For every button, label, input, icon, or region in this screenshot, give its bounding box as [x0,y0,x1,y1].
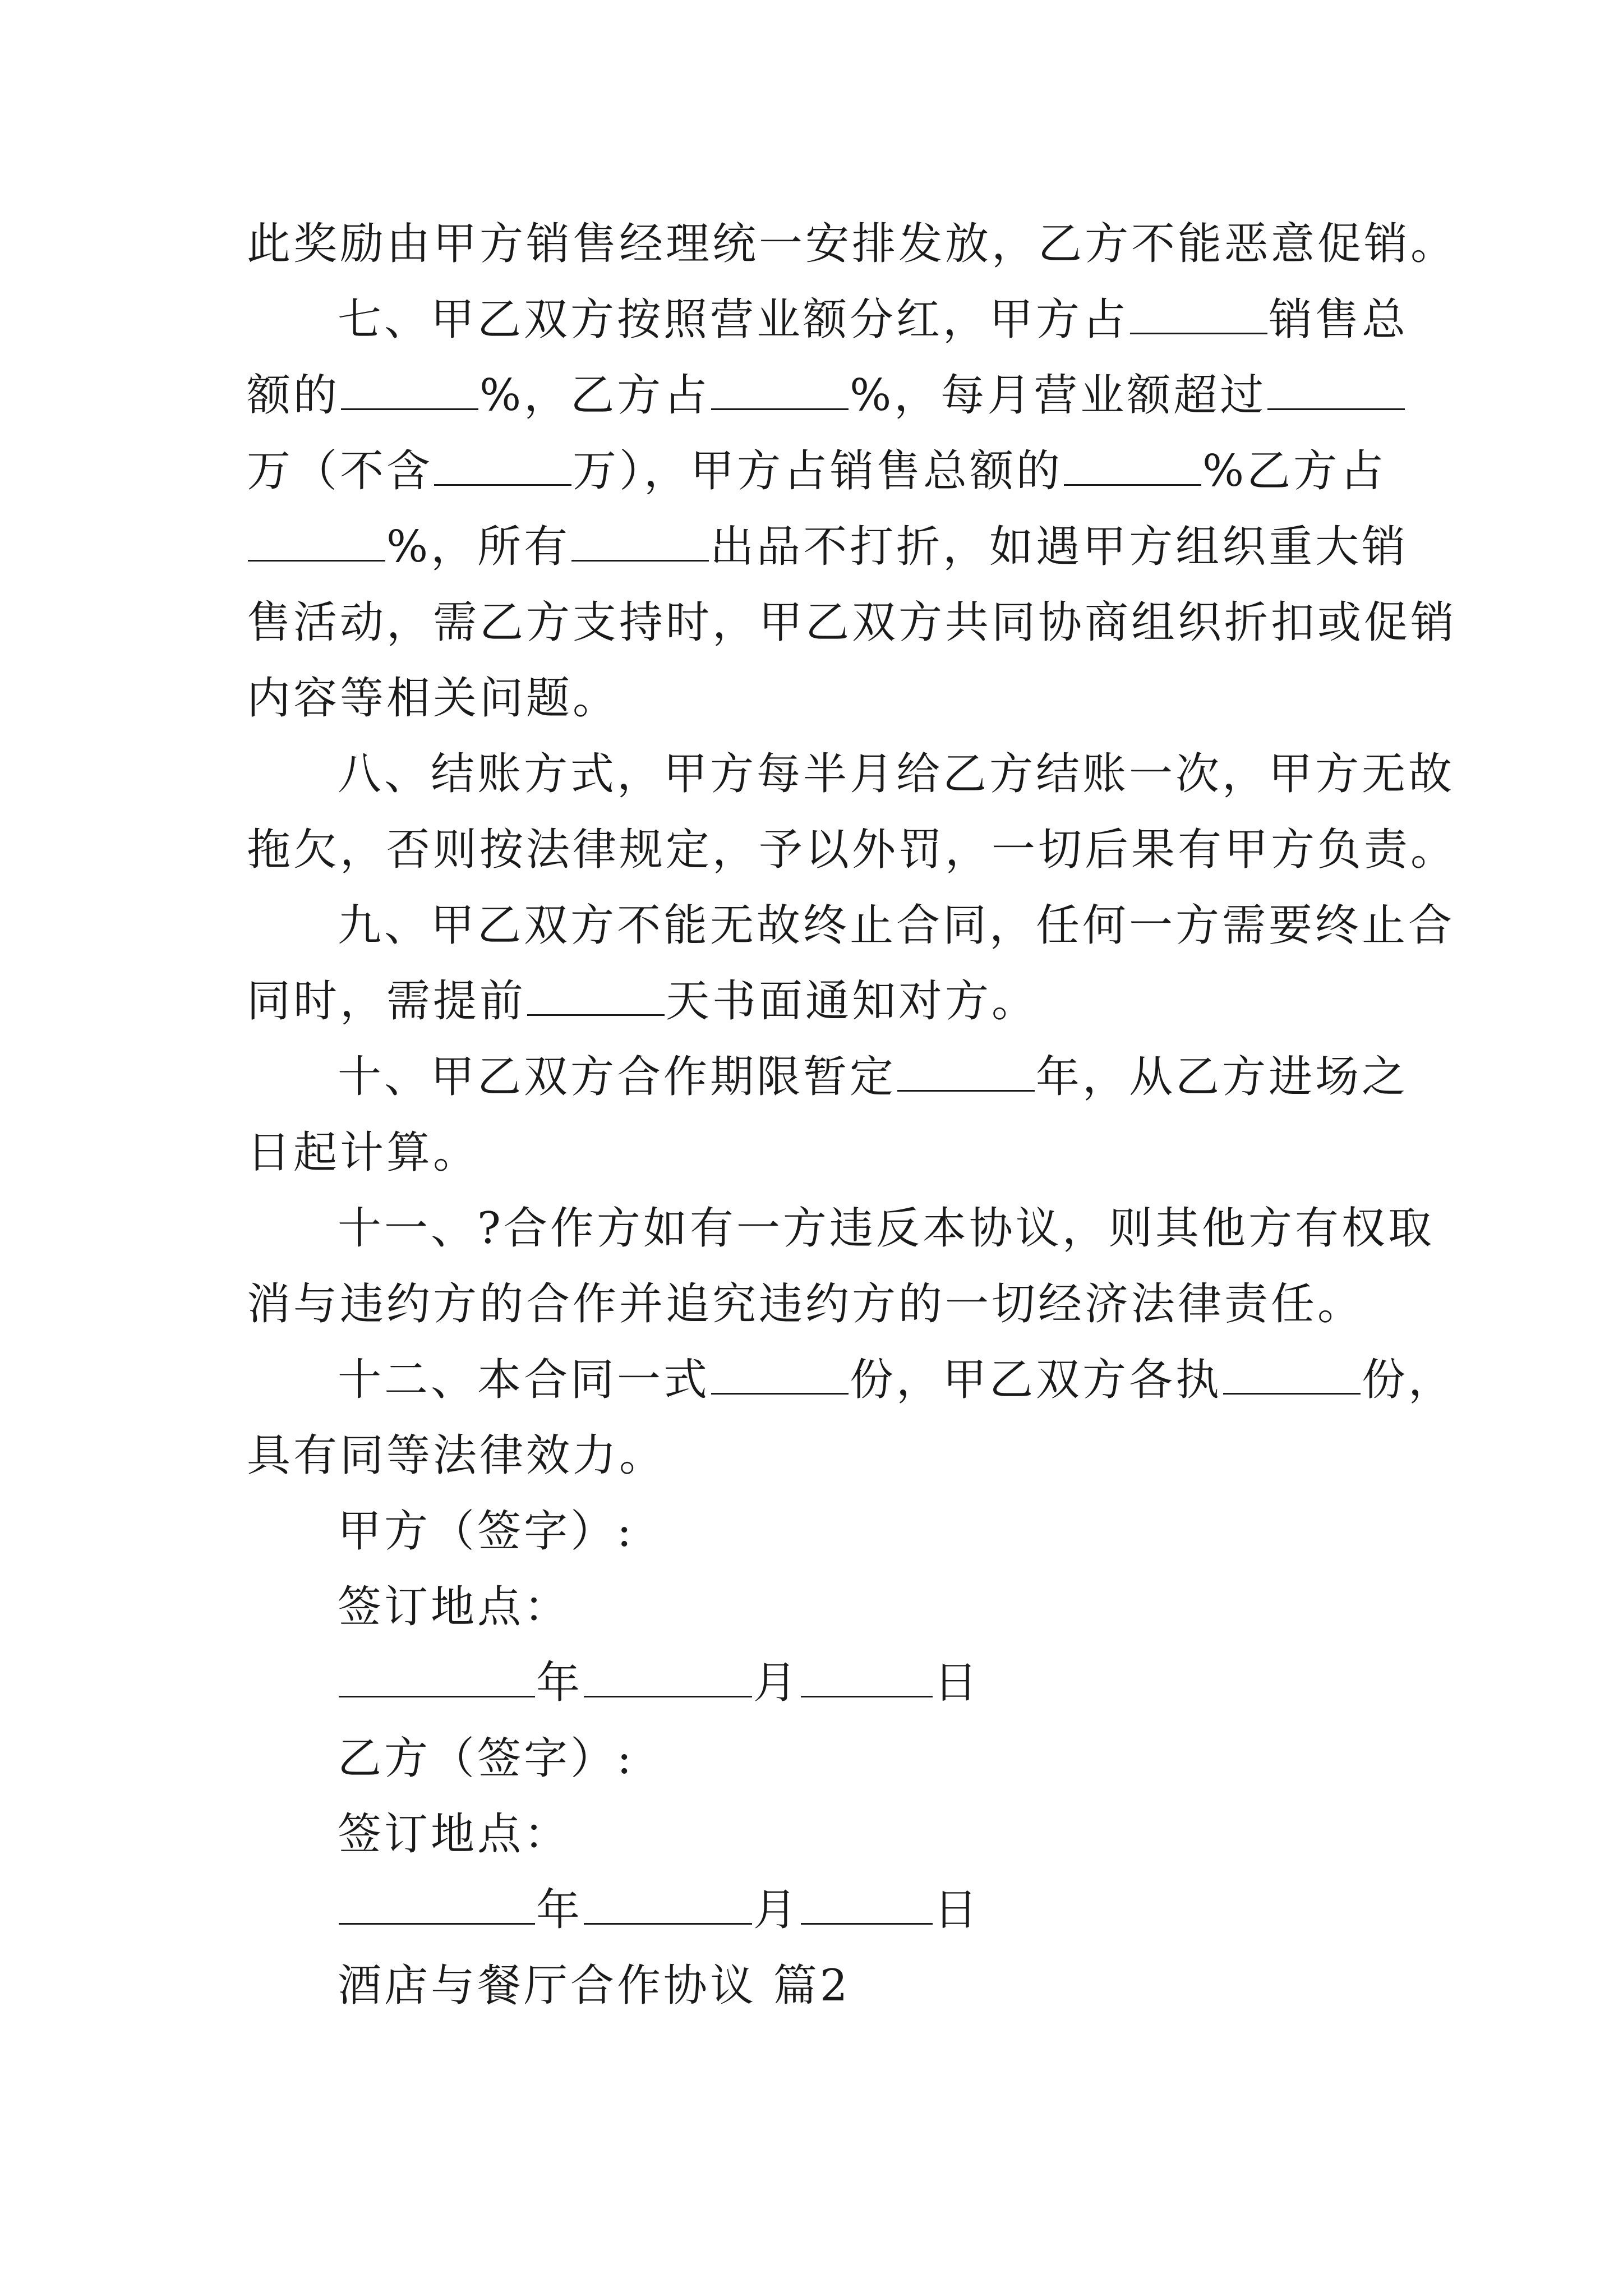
text: 万（不含 [247,446,434,496]
text: 额的 [247,370,340,421]
text: 月 [753,1658,800,1708]
year-blank[interactable] [339,1657,535,1697]
fill-blank[interactable] [434,445,571,486]
party-a-signature [247,1494,1391,1570]
text: 九、甲乙双方不能无故终止合同，任何一方需要终止合 [338,900,1455,951]
clause-10-line [247,1115,1391,1191]
party-b-date [247,1872,1391,1948]
fill-blank[interactable] [571,521,709,562]
text: 日起计算。 [247,1128,480,1178]
text: 销售总 [1269,295,1409,345]
fill-blank[interactable] [1064,445,1201,486]
text: 售活动，需乙方支持时，甲乙双方共同协商组织折扣或促销 [247,597,1458,648]
fill-blank[interactable] [248,521,385,562]
party-a-date [247,1645,1391,1721]
text: 万），甲方占销售总额的 [573,446,1063,496]
month-blank[interactable] [584,1657,752,1697]
text: 份，甲乙双方各执 [850,1355,1223,1405]
text: 签订地点： [338,1809,571,1860]
fill-blank[interactable] [897,1051,1035,1092]
text: %，所有 [386,522,571,572]
month-blank[interactable] [584,1884,752,1925]
text: 乙方（签字）: [338,1733,635,1784]
section-heading [247,1948,1391,2024]
text: 签订地点： [338,1582,571,1632]
clause-12-line [247,1342,1455,1418]
text: 十二、本合同一式 [338,1355,711,1405]
text: 同时，需提前 [247,976,527,1027]
clause-10-line [247,1039,1409,1115]
text: 十一、?合作方如有一方违反本协议，则其他方有权取 [338,1203,1435,1254]
text: 内容等相关问题。 [247,673,620,724]
fill-blank[interactable] [1267,369,1405,410]
fill-blank[interactable] [527,975,665,1016]
year-blank[interactable] [339,1884,535,1925]
text: 消与违约方的合作并追究违约方的一切经济法律责任。 [247,1279,1364,1329]
text: 八、结账方式，甲方每半月给乙方结账一次，甲方无故 [338,749,1455,799]
clause-11-line [247,1267,1391,1342]
clause-7-line [247,585,1458,661]
text: 酒店与餐厅合作协议 篇2 [338,1961,851,2011]
text: 出品不打折，如遇甲方组织重大销 [710,522,1409,572]
day-blank[interactable] [801,1884,933,1925]
clause-9-line [247,888,1455,964]
text: 拖欠，否则按法律规定，予以外罚，一切后果有甲方负责。 [247,825,1458,875]
clause-7-line [247,434,1391,509]
text: 日 [934,1885,981,1935]
text: 年 [536,1885,583,1935]
clause-7-line [247,661,1391,737]
clause-12-line [247,1418,1391,1494]
text: 具有同等法律效力。 [247,1430,666,1481]
contract-body [247,206,1458,2024]
clause-8-line [247,737,1455,812]
fill-blank[interactable] [341,369,478,410]
fill-blank[interactable] [1223,1354,1361,1395]
clause-11-line [247,1191,1435,1267]
text: 此奖励由甲方销售经理统一安排发放，乙方不能恶意促销。 [247,219,1458,269]
text: 日 [934,1658,981,1708]
fill-blank[interactable] [1130,293,1267,334]
party-b-signature [247,1721,1391,1797]
fill-blank[interactable] [711,369,849,410]
text: 年，从乙方进场之 [1036,1052,1409,1102]
text: 七、甲乙双方按照营业额分红，甲方占 [338,295,1129,345]
party-a-sign-place [247,1570,1391,1645]
paragraph-line [247,206,1458,282]
text: 份， [1362,1355,1455,1405]
clause-7-line [247,509,1409,585]
party-b-sign-place [247,1797,1391,1872]
clause-8-line [247,812,1458,888]
text: 甲方（签字）: [338,1506,635,1557]
text: %，每月营业额超过 [850,370,1267,421]
text: 月 [753,1885,800,1935]
day-blank[interactable] [801,1657,933,1697]
text: 天书面通知对方。 [666,976,1039,1027]
clause-7-line [247,282,1409,358]
text: %乙方占 [1202,446,1387,496]
fill-blank[interactable] [711,1354,849,1395]
clause-7-line [247,358,1391,434]
text: 年 [536,1658,583,1708]
text: 十、甲乙双方合作期限暂定 [338,1052,897,1102]
text: %，乙方占 [479,370,711,421]
clause-9-line [247,964,1391,1039]
